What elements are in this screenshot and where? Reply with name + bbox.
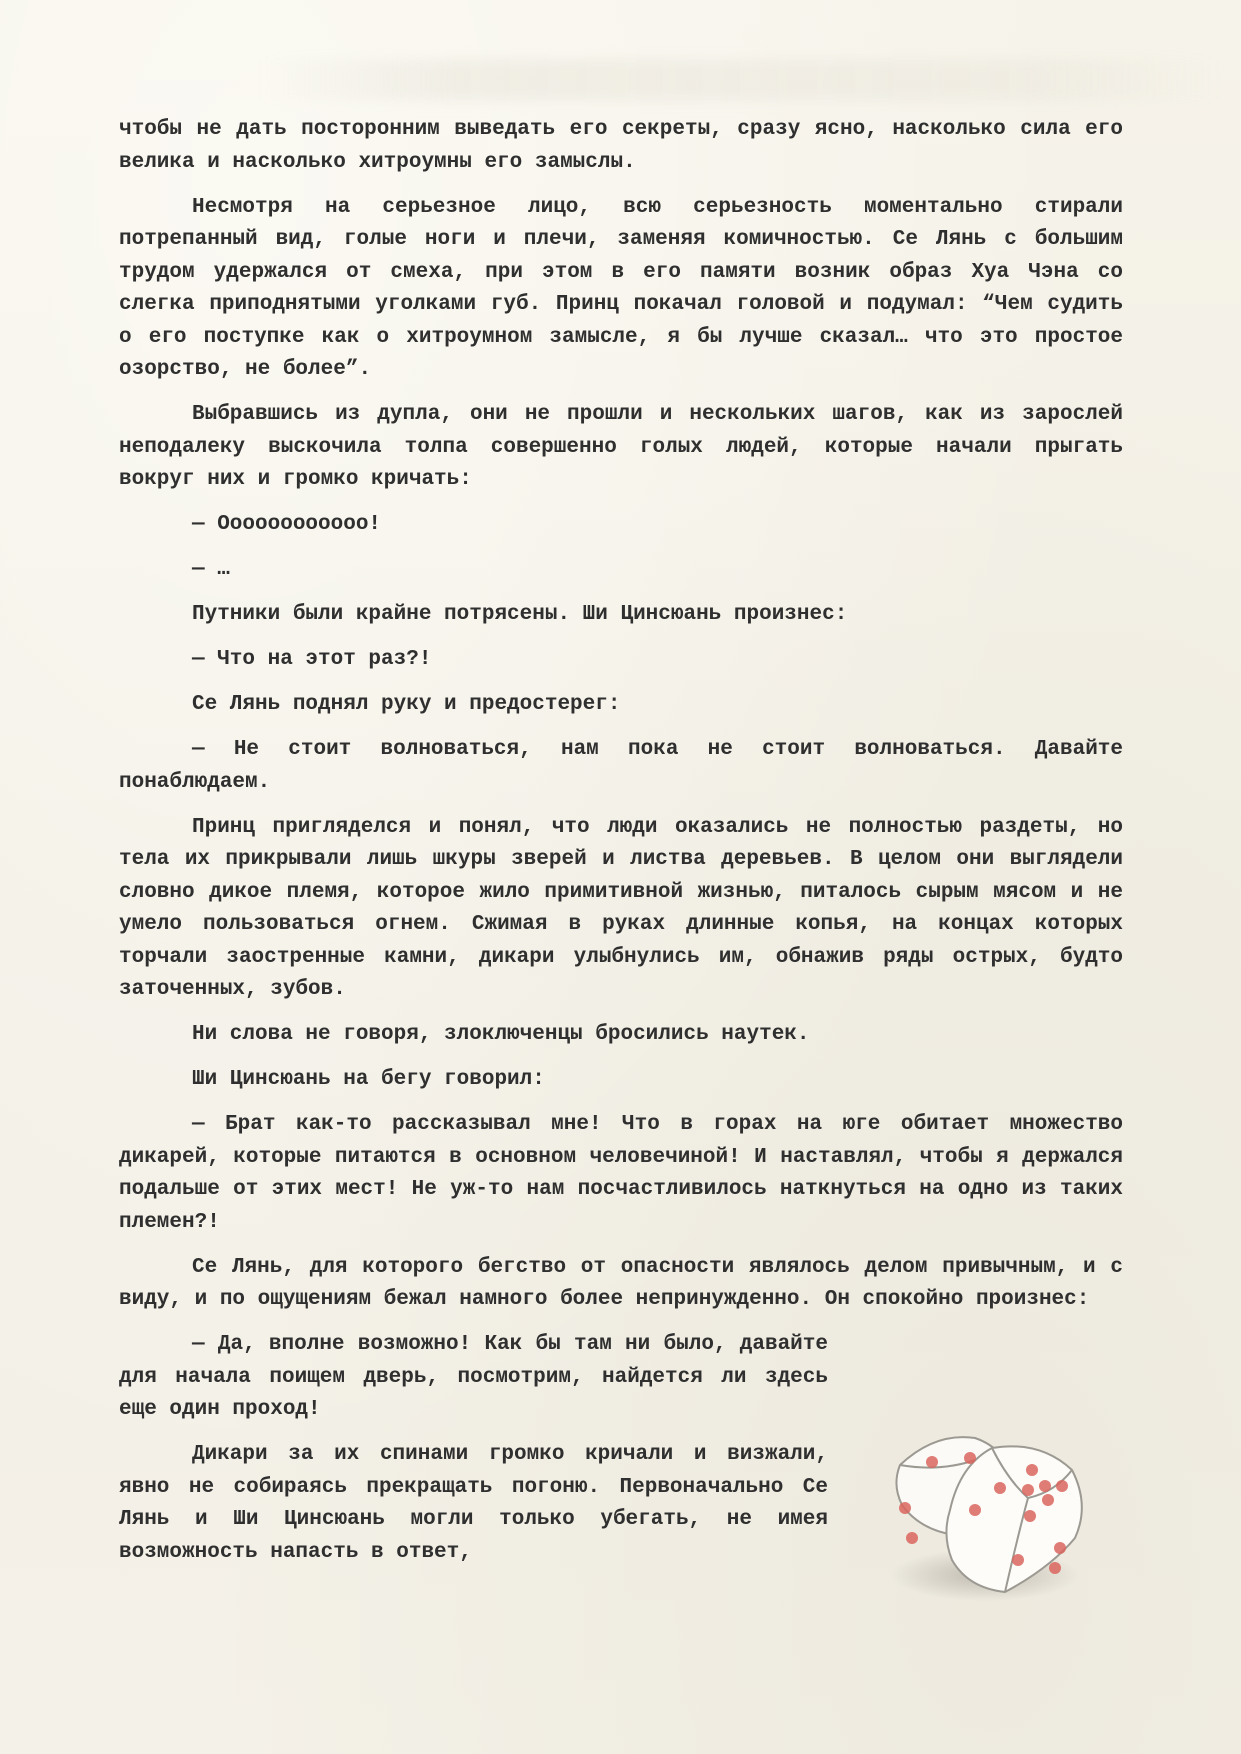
- paragraph: чтобы не дать посторонним выведать его секреты, сразу ясно, насколько сила его велика и насколько хитроумны его замыслы.: [119, 118, 1123, 174]
- dialogue-line: — Не стоит волноваться, нам пока не стоит волноваться. Давайте понаблюдаем.: [119, 738, 1123, 794]
- die-pip: [1024, 1510, 1036, 1522]
- body-text: [119, 114, 1123, 1582]
- die-pip: [1049, 1562, 1061, 1574]
- paragraph: Дикари за их спинами громко кричали и визжали, явно не собираясь прекращать погоню. Первоначально Се Лянь и Ши Цинсюань могли только убегать, не имея возможность напасть в ответ,: [119, 1443, 828, 1564]
- die-pip: [1042, 1494, 1054, 1506]
- die-pip: [1054, 1542, 1066, 1554]
- die-pip: [899, 1502, 911, 1514]
- paragraph: Ши Цинсюань на бегу говорил:: [192, 1068, 545, 1091]
- paragraph: Се Лянь, для которого бегство от опасности являлось делом привычным, и с виду, и по ощущениям бежал намного более непринужденно. Он спокойно произнес:: [119, 1255, 1123, 1311]
- paragraph: Выбравшись из дупла, они не прошли и нескольких шагов, как из зарослей неподалеку выскочила толпа совершенно голых людей, которые начали прыгать вокруг них и громко кричать:: [119, 403, 1123, 491]
- die-pip: [1012, 1554, 1024, 1566]
- paragraph: Принц пригляделся и понял, что люди оказались не полностью раздеты, но тела их прикрывали лишь шкуры зверей и листва деревьев. В целом они выглядели словно дикое племя, которое жило примитивной жизнью, питалось сырым мясом и не умело пользоваться огнем. Сжимая в руках длинные копья, на концах которых торчали заостренные камни, дикари улыбнулись им, обнажив ряды острых, будто заточенных, зубов.: [119, 815, 1123, 1001]
- die-pip: [1022, 1484, 1034, 1496]
- paragraph: Несмотря на серьезное лицо, всю серьезность моментально стирали потрепанный вид, голые ноги и плечи, заменяя комичностью. Се Лянь с большим трудом удержался от смеха, при этом в его памяти возник образ Хуа Чэна со слегка приподнятыми уголками губ. Принц покачал головой и подумал: “Чем судить о его поступке как о хитроумном замысле, я бы лучше сказал… что это простое озорство, не более”.: [119, 195, 1123, 381]
- dice-illustration: [880, 1410, 1110, 1610]
- die-pip: [906, 1532, 918, 1544]
- die-pip: [1026, 1464, 1038, 1476]
- dialogue-line: — Что на этот раз?!: [192, 648, 432, 671]
- dialogue-line: — Да, вполне возможно! Как бы там ни было, давайте для начала поищем дверь, посмотрим, найдется ли здесь еще один проход!: [119, 1333, 828, 1421]
- dialogue-line: — Оооооооооооо!: [192, 513, 382, 536]
- paragraph: Путники были крайне потрясены. Ши Цинсюань произнес:: [192, 603, 848, 626]
- die-pip: [964, 1452, 976, 1464]
- die-pip: [926, 1456, 938, 1468]
- dialogue-line: — …: [192, 558, 230, 581]
- paragraph: Се Лянь поднял руку и предостерег:: [192, 693, 621, 716]
- die-pip: [1039, 1480, 1051, 1492]
- die-pip: [994, 1482, 1006, 1494]
- die-pip: [969, 1504, 981, 1516]
- dialogue-line: — Брат как-то рассказывал мне! Что в горах на юге обитает множество дикарей, которые питаются в основном человечиной! И наставлял, чтобы я держался подальше от этих мест! Не уж-то нам посчастливилось наткнуться на одно из таких племен?!: [119, 1113, 1123, 1234]
- die-pip: [1056, 1480, 1068, 1492]
- paragraph: Ни слова не говоря, злоключенцы бросились наутек.: [192, 1023, 810, 1046]
- faded-bleed-through: [260, 60, 1220, 100]
